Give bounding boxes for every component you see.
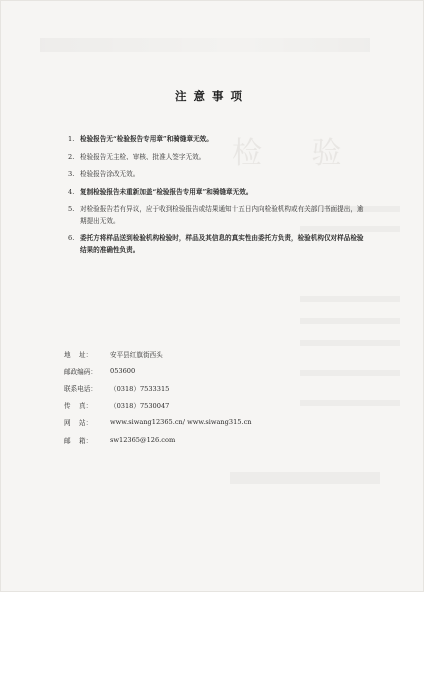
contact-row-phone [64,379,364,396]
note-text: 对检验报告若有异议，应于收到检验报告或结果通知十五日内向检验机构或有关部门书面提出，逾期提出无效。 [80,205,364,225]
contact-value: （0318）7530047 [110,402,170,411]
email-link[interactable]: sw12365@126.com [110,435,176,444]
note-item [68,204,368,227]
contact-label: 网 站： [64,419,93,428]
note-text: 检验报告涂改无效。 [80,170,140,178]
note-number: 1. [68,135,75,143]
bleed-through-line [300,296,400,302]
note-text: 检验报告无“检验报告专用章”和骑缝章无效。 [80,135,213,143]
note-text: 检验报告无主检、审核、批准人签字无效。 [80,152,206,161]
contact-row-website [64,414,364,431]
contact-row-email [64,431,364,448]
bleed-through-header [40,38,370,52]
note-number: 4. [68,187,75,196]
note-number: 3. [68,170,75,178]
note-item [68,187,368,199]
bleed-through-line [300,318,400,324]
note-item [68,152,368,164]
contact-row-postcode [64,362,364,379]
contact-value: （0318）7533315 [110,384,170,393]
bleed-through-heading: 检 验 [232,136,362,171]
contact-row-address [64,345,364,362]
contact-label: 邮政编码： [64,367,97,376]
bleed-through-footer [230,472,380,484]
contact-value: 安平县红旗街西头 [110,350,163,359]
notes-list [68,134,368,262]
note-item [68,233,368,256]
contact-label: 传 真： [64,402,93,411]
note-text: 复制检验报告未重新加盖“检验报告专用章”和骑缝章无效。 [80,187,253,196]
contact-label: 联系电话： [64,384,97,393]
contact-value: 053600 [110,366,136,375]
contact-info [64,345,364,448]
note-text: 委托方将样品送到检验机构检验时，样品及其信息的真实性由委托方负责，检验机构仅对样品检验结果的准确性负责。 [80,234,364,254]
note-number: 2. [68,152,75,161]
contact-row-fax [64,397,364,414]
website-link[interactable]: www.siwang12365.cn/ www.siwang315.cn [110,418,252,427]
contact-label: 邮 箱： [64,436,93,445]
page-title: 注意事项 [175,89,249,103]
note-item [68,134,368,146]
contact-label: 地 址： [64,350,93,359]
note-number: 6. [68,234,75,242]
note-number: 5. [68,205,75,213]
note-item [68,169,368,181]
